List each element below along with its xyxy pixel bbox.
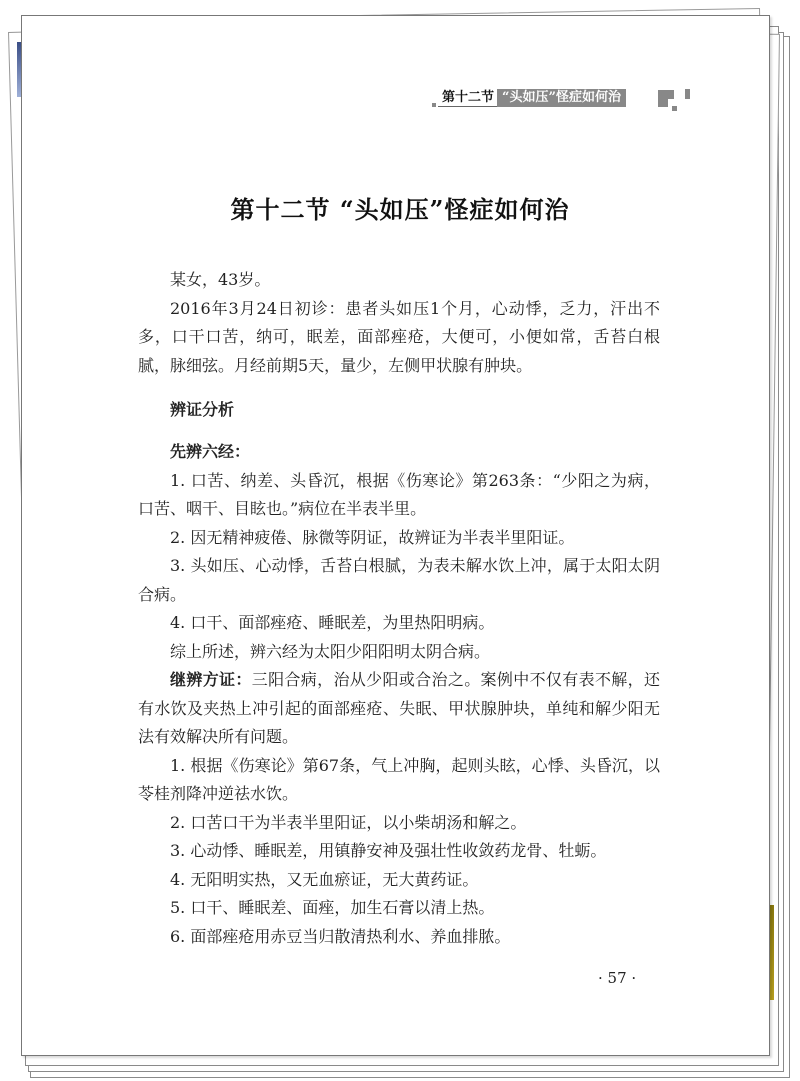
list-item: 2. 口苦口干为半表半里阳证，以小柴胡汤和解之。 — [170, 812, 527, 832]
list-item: 3. 头如压、心动悸，舌苔白根腻，为表未解水饮上冲，属于太阳太阴合病。 — [138, 556, 660, 604]
running-head — [438, 89, 626, 107]
six-channels-block — [138, 438, 660, 951]
running-head-section: 第十二节 — [438, 89, 497, 107]
list-item: 5. 口干、睡眠差、面痤，加生石膏以清上热。 — [170, 898, 495, 917]
six-channels-label: 先辨六经： — [170, 442, 251, 461]
running-head-title: “头如压”怪症如何治 — [497, 89, 626, 107]
list-item: 4. 口干、面部痤疮、睡眠差，为里热阳明病。 — [170, 613, 495, 632]
summary: 综上所述，辨六经为太阳少阳阳明太阴合病。 — [170, 641, 491, 661]
section-heading: 辨证分析 — [170, 400, 235, 419]
list-item: 4. 无阳明实热，又无血瘀证，无大黄药证。 — [170, 869, 479, 889]
formula-text: 三阳合病，治从少阳或合治之。案例中不仅有表不解，还有水饮及夹热上冲引起的面部痤疮、失眠、甲状腺肿块，单纯和解少阳无法有效解决所有问题。 — [138, 670, 660, 746]
formula-label: 继辨方证： — [170, 670, 252, 689]
formula-paragraph — [138, 666, 660, 752]
list-item: 6. 面部痤疮用赤豆当归散清热利水、养血排脓。 — [170, 926, 511, 946]
first-visit-record: 2016年3月24日初诊：患者头如压1个月，心动悸，乏力，汗出不多，口干口苦，纳可，眠差，面部痤疮，大便可，小便如常，舌苔白根腻，脉细弦。月经前期5天，量少，左侧甲状腺有肿块。 — [138, 298, 660, 375]
analysis-section — [138, 396, 660, 425]
list-item: 1. 口苦、纳差、头昏沉，根据《伤寒论》第263条：“少阳之为病，口苦、咽干、目眩也。”病位在半表半里。 — [138, 470, 660, 518]
case-intro — [138, 266, 660, 380]
list-item: 3. 心动悸、睡眠差，用镇静安神及强壮性收敛药龙骨、牡蛎。 — [170, 841, 607, 860]
page-number: · 57 · — [598, 969, 637, 987]
running-head-dot — [432, 103, 436, 107]
page-title: 第十二节 “头如压”怪症如何治 — [230, 195, 570, 224]
list-item: 1. 根据《伤寒论》第67条，气上冲胸，起则头眩，心悸、头昏沉，以苓桂剂降冲逆祛水饮。 — [138, 755, 660, 803]
patient-info: 某女，43岁。 — [170, 270, 271, 289]
list-item: 2. 因无精神疲倦、脉微等阴证，故辨证为半表半里阳证。 — [170, 527, 575, 547]
